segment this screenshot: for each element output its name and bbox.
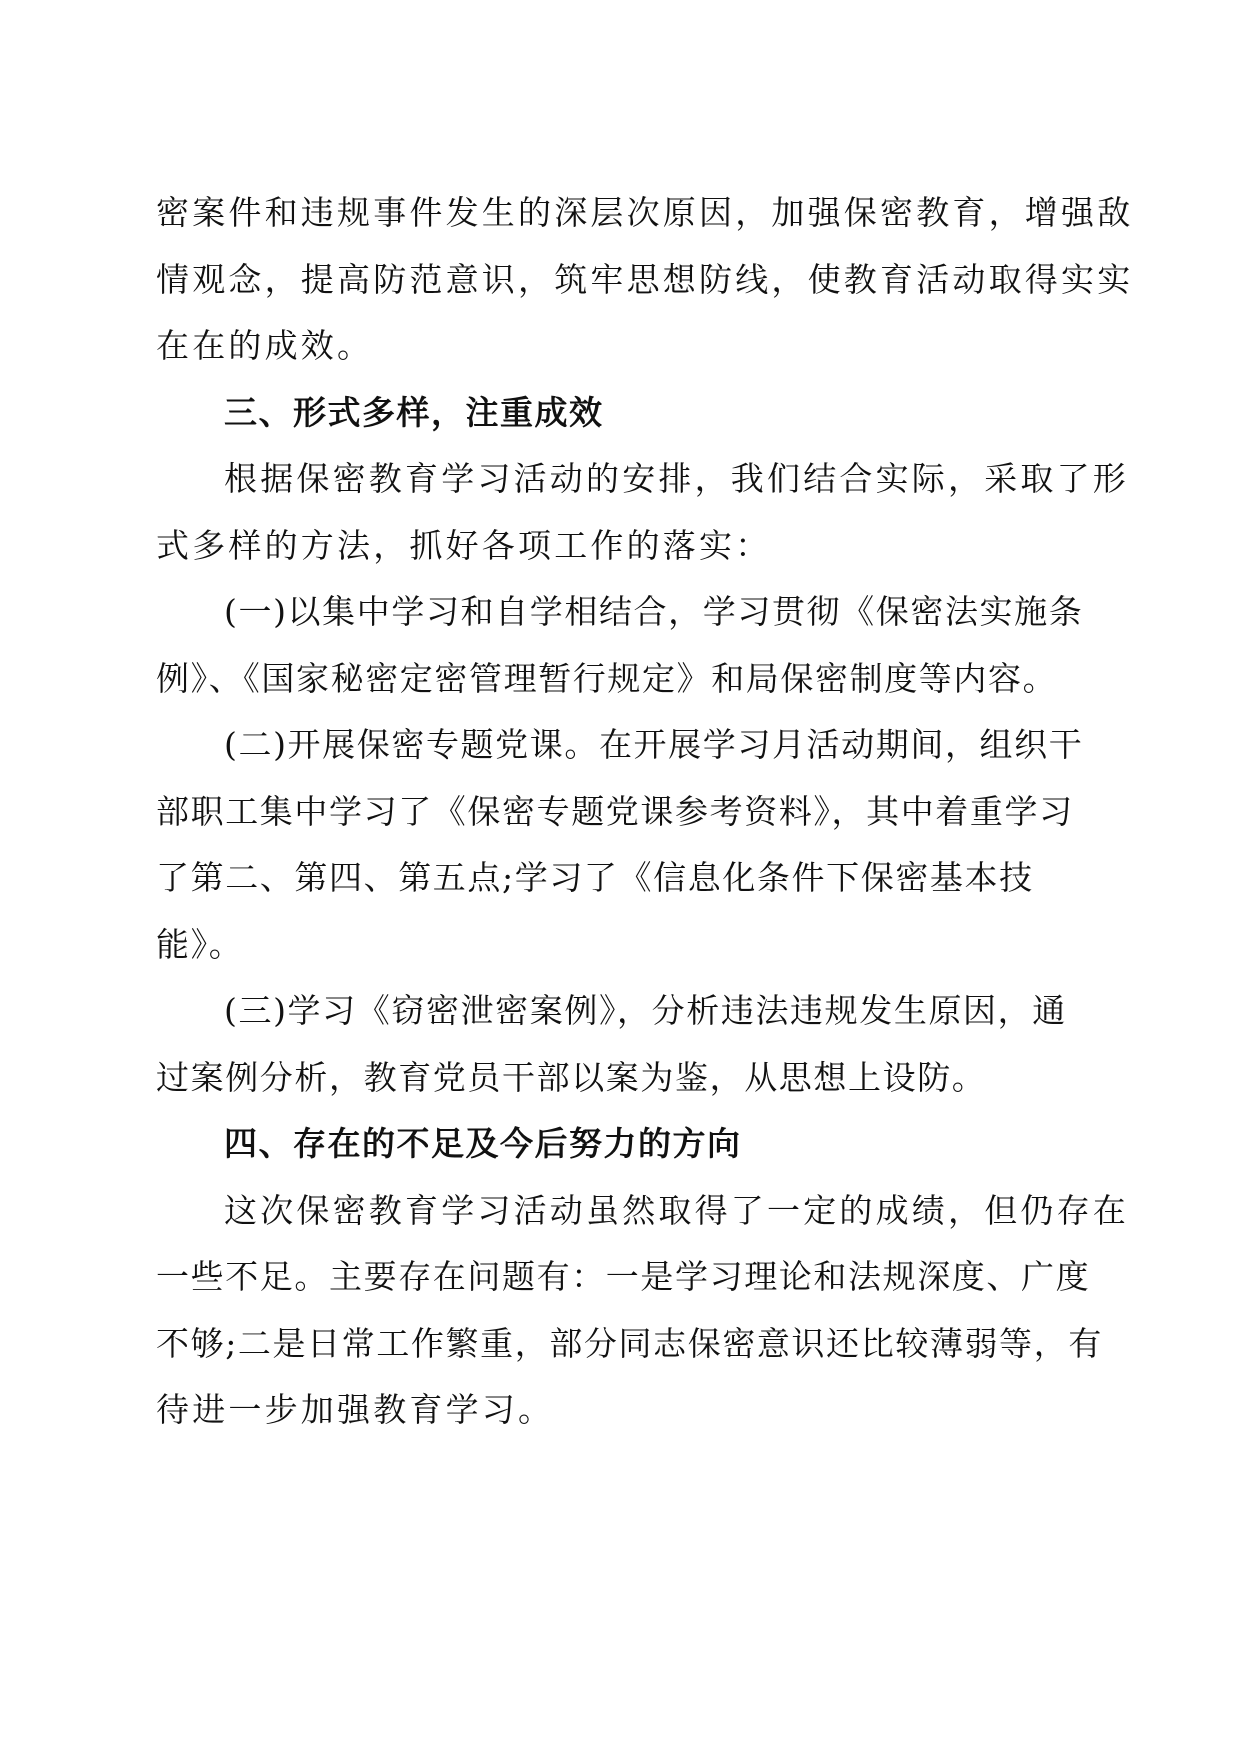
section-heading-4: 四、存在的不足及今后努力的方向 (224, 1124, 742, 1163)
paragraph-line: 式多样的方法，抓好各项工作的落实： (156, 525, 772, 565)
paragraph-line: 情观念，提高防范意识，筑牢思想防线，使教育活动取得实实 (156, 259, 1134, 299)
paragraph-line: 根据保密教育学习活动的安排，我们结合实际，采取了形 (224, 459, 1129, 498)
list-item-1-line: (一)以集中学习和自学相结合，学习贯彻《保密法实施条 (224, 592, 1084, 631)
paragraph-line: 在在的成效。 (156, 326, 374, 365)
list-item-3-line: (三)学习《窃密泄密案例》，分析违法违规发生原因，通 (224, 991, 1067, 1030)
list-item-2-line: 部职工集中学习了《保密专题党课参考资料》，其中着重学习 (156, 791, 1074, 831)
paragraph-line: 不够;二是日常工作繁重，部分同志保密意识还比较薄弱等，有 (156, 1323, 1103, 1363)
list-item-2-line: 能》。 (156, 924, 244, 964)
paragraph-line: 待进一步加强教育学习。 (156, 1390, 555, 1429)
paragraph-line: 密案件和违规事件发生的深层次原因，加强保密教育，增强敌 (156, 193, 1134, 232)
list-item-2-line: (二)开展保密专题党课。在开展学习月活动期间，组织干 (224, 725, 1084, 764)
list-item-2-line: 了第二、第四、第五点;学习了《信息化条件下保密基本技 (156, 858, 1034, 897)
list-item-3-line: 过案例分析，教育党员干部以案为鉴，从思想上设防。 (156, 1057, 987, 1097)
section-heading-3: 三、形式多样，注重成效 (224, 392, 604, 432)
paragraph-line: 这次保密教育学习活动虽然取得了一定的成绩，但仍存在 (224, 1190, 1129, 1230)
paragraph-line: 一些不足。主要存在问题有：一是学习理论和法规深度、广度 (156, 1257, 1091, 1296)
list-item-1-line: 例》、《国家秘密定密管理暂行规定》和局保密制度等内容。 (156, 658, 1058, 698)
document-body (156, 180, 1134, 1444)
